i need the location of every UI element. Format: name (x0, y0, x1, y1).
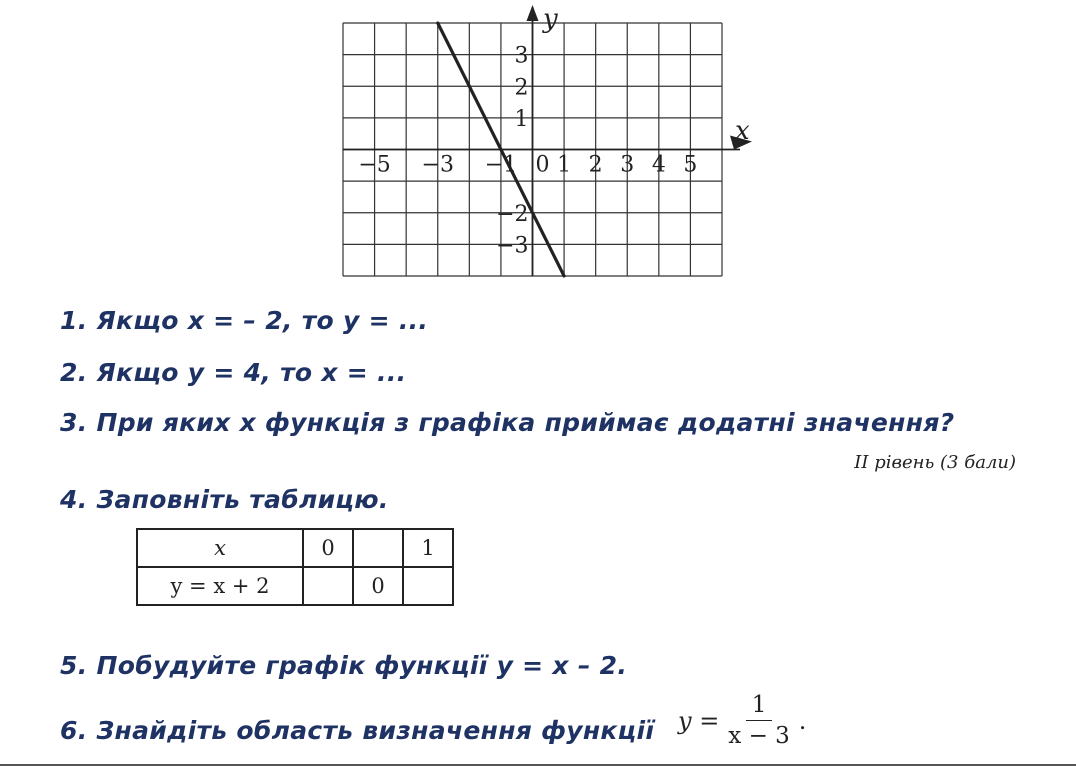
x-tick-label: 4 (651, 152, 666, 178)
tick-labels (358, 44, 697, 259)
formula-denominator: x − 3 (728, 723, 790, 749)
formula-fraction (722, 692, 796, 749)
x-tick-label: 5 (683, 152, 698, 178)
formula-trail: . (798, 706, 807, 735)
x-tick-label: 1 (557, 152, 572, 178)
question-4: 4. Заповніть таблицю. (60, 485, 389, 514)
table-header-x: x (137, 529, 303, 567)
table-cell: 1 (403, 529, 453, 567)
table-row (137, 567, 453, 605)
page-bottom-rule (0, 764, 1076, 766)
table-cell: 0 (353, 567, 403, 605)
y-axis-label: y (543, 5, 558, 34)
x-tick-label: −3 (421, 152, 454, 178)
formula-numerator: 1 (746, 692, 773, 721)
value-table (136, 528, 454, 606)
function-graph (335, 5, 755, 280)
question-1: 1. Якщо x = – 2, то y = ... (60, 306, 429, 335)
y-axis-arrow-icon (527, 5, 539, 21)
y-tick-label: 2 (514, 75, 529, 101)
table-header-y: y = x + 2 (137, 567, 303, 605)
x-tick-label: 3 (620, 152, 635, 178)
domain-formula (678, 692, 806, 749)
y-tick-label: 3 (514, 43, 529, 69)
x-tick-label: −5 (358, 152, 391, 178)
x-tick-label: 2 (588, 152, 603, 178)
question-5: 5. Побудуйте графік функції y = x – 2. (60, 651, 628, 680)
y-tick-label: 1 (514, 106, 529, 132)
x-tick-label: 0 (535, 152, 550, 178)
formula-lhs: y = (678, 706, 720, 735)
level-note: II рівень (3 бали) (854, 452, 1016, 473)
table-row (137, 529, 453, 567)
y-tick-label: −2 (496, 201, 529, 227)
table-cell: 0 (303, 529, 353, 567)
table-cell (353, 529, 403, 567)
y-tick-label: −3 (496, 233, 529, 259)
question-2: 2. Якщо y = 4, то x = ... (60, 358, 407, 387)
table-cell (403, 567, 453, 605)
table-cell (303, 567, 353, 605)
question-6: 6. Знайдіть область визначення функції (60, 716, 655, 745)
question-3: 3. При яких x функція з графіка приймає додатні значення? (60, 408, 955, 437)
x-tick-label: −1 (484, 152, 518, 178)
x-axis-label: x (735, 116, 750, 146)
